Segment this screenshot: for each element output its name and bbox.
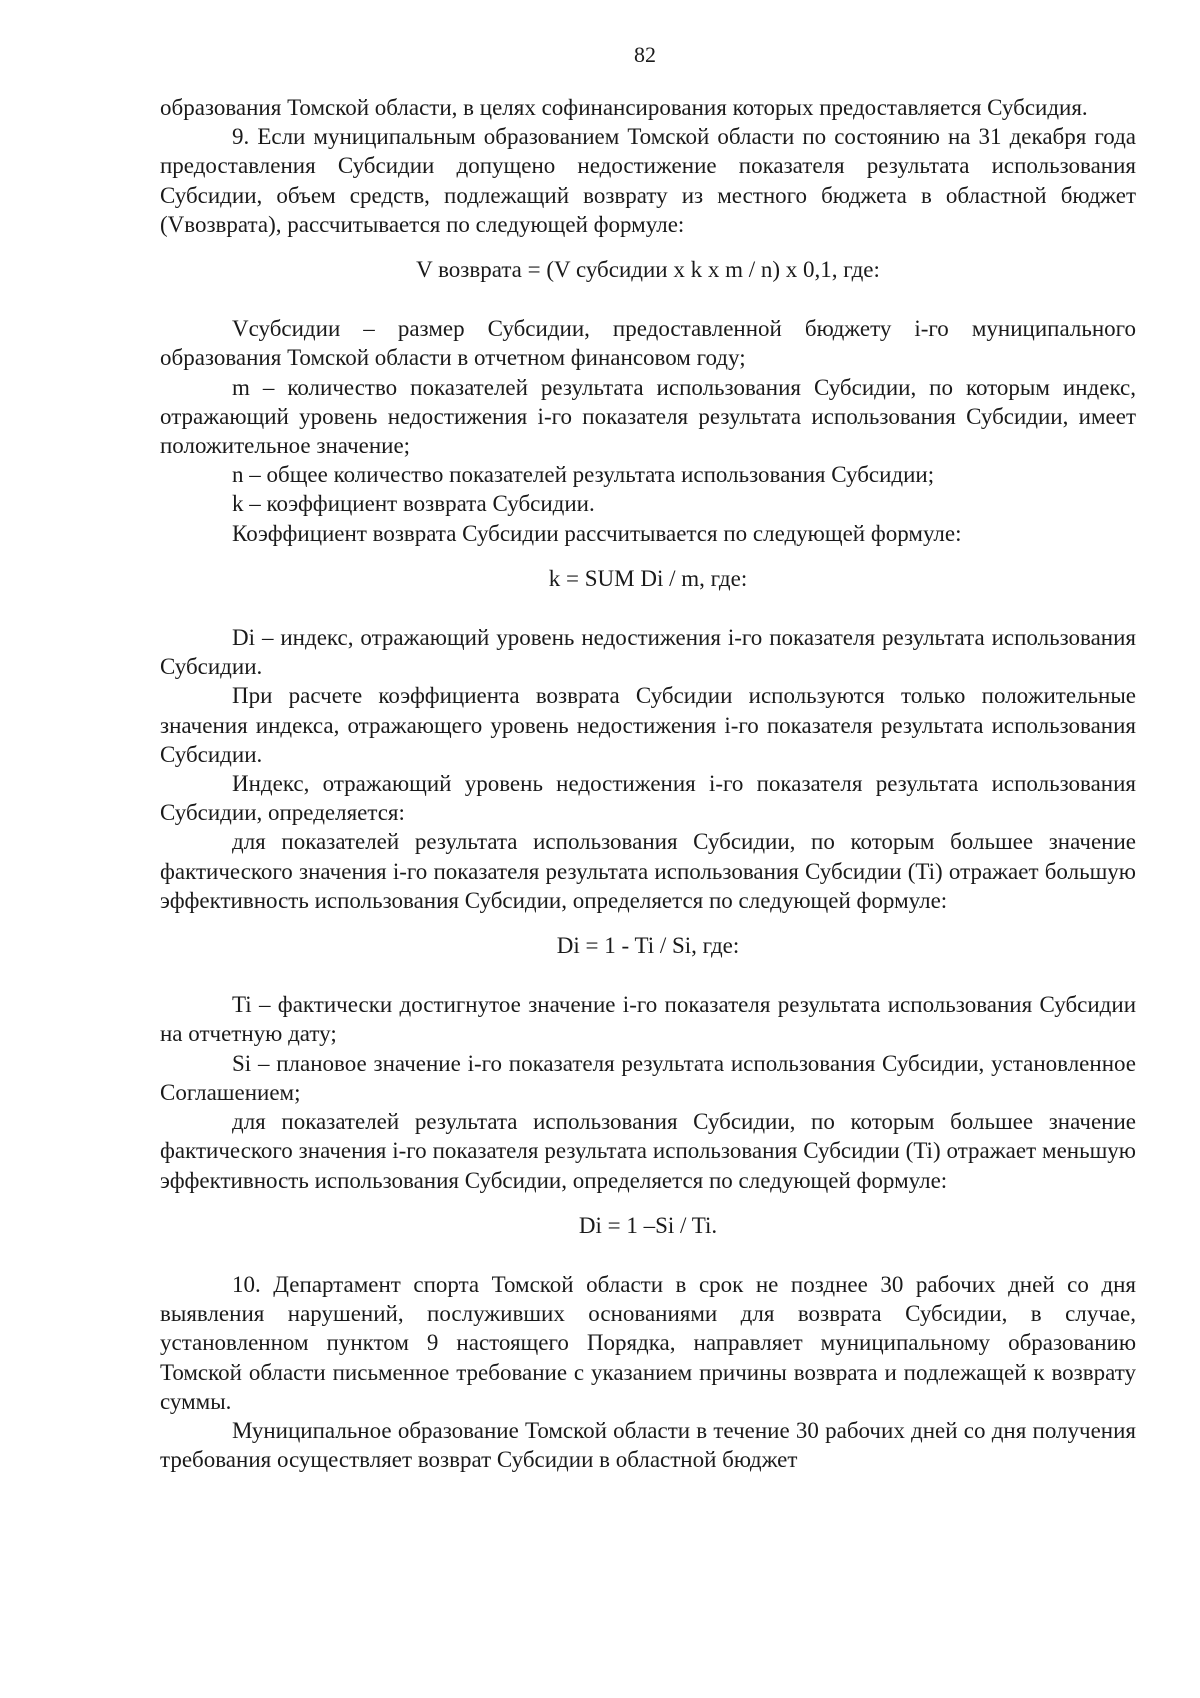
formula-di-2: Di = 1 –Si / Ti. — [578, 1212, 718, 1238]
paragraph-positive-values: При расчете коэффициента возврата Субсидии используются только положительные значения индекса, отражающего уровень недостижения i-го показателя результата использования Субсидии. — [160, 683, 1136, 767]
paragraph-lesser-efficiency: для показателей результата использования Субсидии, по которым большее значение фактического значения i-го показателя результата использования Субсидии (Ti) отражает меньшую эффективность использования Субсидии, определяется по следующей формуле: — [160, 1109, 1136, 1193]
paragraph-continuation: образования Томской области, в целях софинансирования которых предоставляется Субсидия. — [160, 95, 1088, 120]
document-body — [160, 93, 1136, 1474]
formula-di-1: Di = 1 - Ti / Si, где: — [556, 933, 740, 959]
formula-k: k = SUM Di / m, где: — [548, 565, 748, 591]
definition-n: n – общее количество показателей результата использования Субсидии; — [232, 462, 935, 488]
definition-si: Si – плановое значение i-го показателя результата использования Субсидии, установленное Соглашением; — [160, 1050, 1136, 1105]
paragraph-return-subsidy: Муниципальное образование Томской области в течение 30 рабочих дней со дня получения требования осуществляет возврат Субсидии в областной бюджет — [160, 1417, 1136, 1473]
paragraph-greater-efficiency: для показателей результата использования Субсидии, по которым большее значение фактического значения i-го показателя результата использования Субсидии (Ti) отражает большую эффективность использования Субсидии, определяется по следующей формуле: — [160, 829, 1136, 913]
definition-v-subsidy: Vсубсидии – размер Субсидии, предоставленной бюджету i-го муниципального образования Томской области в отчетном финансовом году; — [160, 316, 1136, 371]
formula-v-return: V возврата = (V субсидии x k x m / n) x 0,1, где: — [416, 257, 880, 283]
page-number: 82 — [634, 42, 656, 67]
definition-di: Di – индекс, отражающий уровень недостижения i-го показателя результата использования Субсидии. — [160, 625, 1136, 680]
paragraph-item-9: 9. Если муниципальным образованием Томской области по состоянию на 31 декабря года предоставления Субсидии допущено недостижение показателя результата использования Субсидии, объем средств, подлежащий возврату из местного бюджета в областной бюджет (Vвозврата), рассчитывается по следующей формуле: — [160, 124, 1136, 237]
definition-k: k – коэффициент возврата Субсидии. — [232, 491, 595, 517]
definition-m: m – количество показателей результата использования Субсидии, по которым индекс, отражающий уровень недостижения i-го показателя результата использования Субсидии, имеет положительное значение; — [160, 374, 1136, 459]
definition-ti: Ti – фактически достигнутое значение i-го показателя результата использования Субсидии на отчетную дату; — [160, 992, 1136, 1047]
paragraph-index-determined: Индекс, отражающий уровень недостижения i-го показателя результата использования Субсидии, определяется: — [160, 771, 1136, 826]
paragraph-k-formula-intro: Коэффициент возврата Субсидии рассчитывается по следующей формуле: — [232, 520, 962, 546]
paragraph-item-10: 10. Департамент спорта Томской области в срок не позднее 30 рабочих дней со дня выявления нарушений, послуживших основаниями для возврата Субсидии, в случае, установленном пунктом 9 настоящего Порядка, направляет муниципальному образованию Томской области письменное требование с указанием причины возврата и подлежащей к возврату суммы. — [160, 1271, 1136, 1414]
